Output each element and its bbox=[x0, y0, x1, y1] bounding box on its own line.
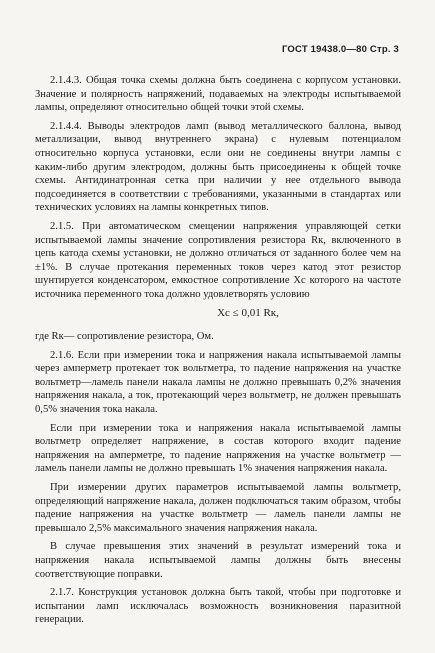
paragraph-2-1-4-3: 2.1.4.3. Общая точка схемы должна быть соединена с корпусом установки. Значение и полярность напряжений, подаваемых на электроды испытываемой лампы, определяют относительно общей точки этой схемы. bbox=[35, 75, 401, 114]
paragraph-corrections: В случае превышения этих значений в результат измерений тока и напряжения накала испытываемой лампы должны быть внесены соответствующие поправки. bbox=[35, 541, 401, 580]
formula: Xc ≤ 0,01 Rк, bbox=[217, 306, 279, 319]
paragraph-2-1-7: 2.1.7. Конструкция установок должна быть такой, чтобы при подготовке и испытании ламп исключалась возможность возникновения паразитной генерации. bbox=[35, 587, 401, 626]
where-line: где Rк— сопротивление резистора, Ом. bbox=[35, 331, 214, 343]
page-header: ГОСТ 19438.0—80 Стр. 3 bbox=[281, 44, 399, 55]
document-body bbox=[35, 74, 401, 632]
paragraph-other-params: При измерении других параметров испытываемой лампы вольтметр, определяющий напряжение накала, должен подключаться таким образом, чтобы падение напряжения на участке вольтметр — ламель панели лампы не превышало 2,5% максимального значения напряжения накала. bbox=[35, 482, 401, 534]
paragraph-2-1-6: 2.1.6. Если при измерении тока и напряжения накала испытываемой лампы через амперметр протекает ток вольтметра, то падение напряжения на участке вольтметр—ламель панели накала лампы не должно превышать 0,2% значения напряжения накала, а ток, протекающий через вольтметр, не должен превышать 0,5% значения тока накала. bbox=[35, 349, 401, 416]
paragraph-voltmeter-drop: Если при измерении тока и напряжения накала испытываемой лампы вольтметр определяет напряжение, в состав которого входит падение напряжения на амперметре, то падение напряжения на участке вольтметр — ламель панели лампы не должно превышать 1% значения напряжения накала. bbox=[35, 422, 401, 475]
paragraph-2-1-5: 2.1.5. При автоматическом смещении напряжения управляющей сетки испытываемой лампы значение сопротивления резистора Rк, включенного в цепь катода схемы установки, не должно отличаться от заданного более чем на ±1%. В случае протекания переменных токов через катод этот резистор шунтируется конденсатором, емкостное сопротивление Xc которого на частоте источника переменного тока должно удовлетворять условию bbox=[35, 220, 401, 300]
paragraph-2-1-4-4: 2.1.4.4. Выводы электродов ламп (вывод металлического баллона, вывод металлизации, вывод внутреннего экрана) с нулевым потенциалом относительно корпуса установки, если они не соединены внутри лампы с каким-либо другим электродом, должны быть присоединены к общей точке схемы. Антидинатронная сетка при наличии у нее отдельного вывода подсоединяется в соответствии с требованиями, указанными в стандартах или технических условиях на лампы конкретных типов. bbox=[35, 120, 401, 214]
